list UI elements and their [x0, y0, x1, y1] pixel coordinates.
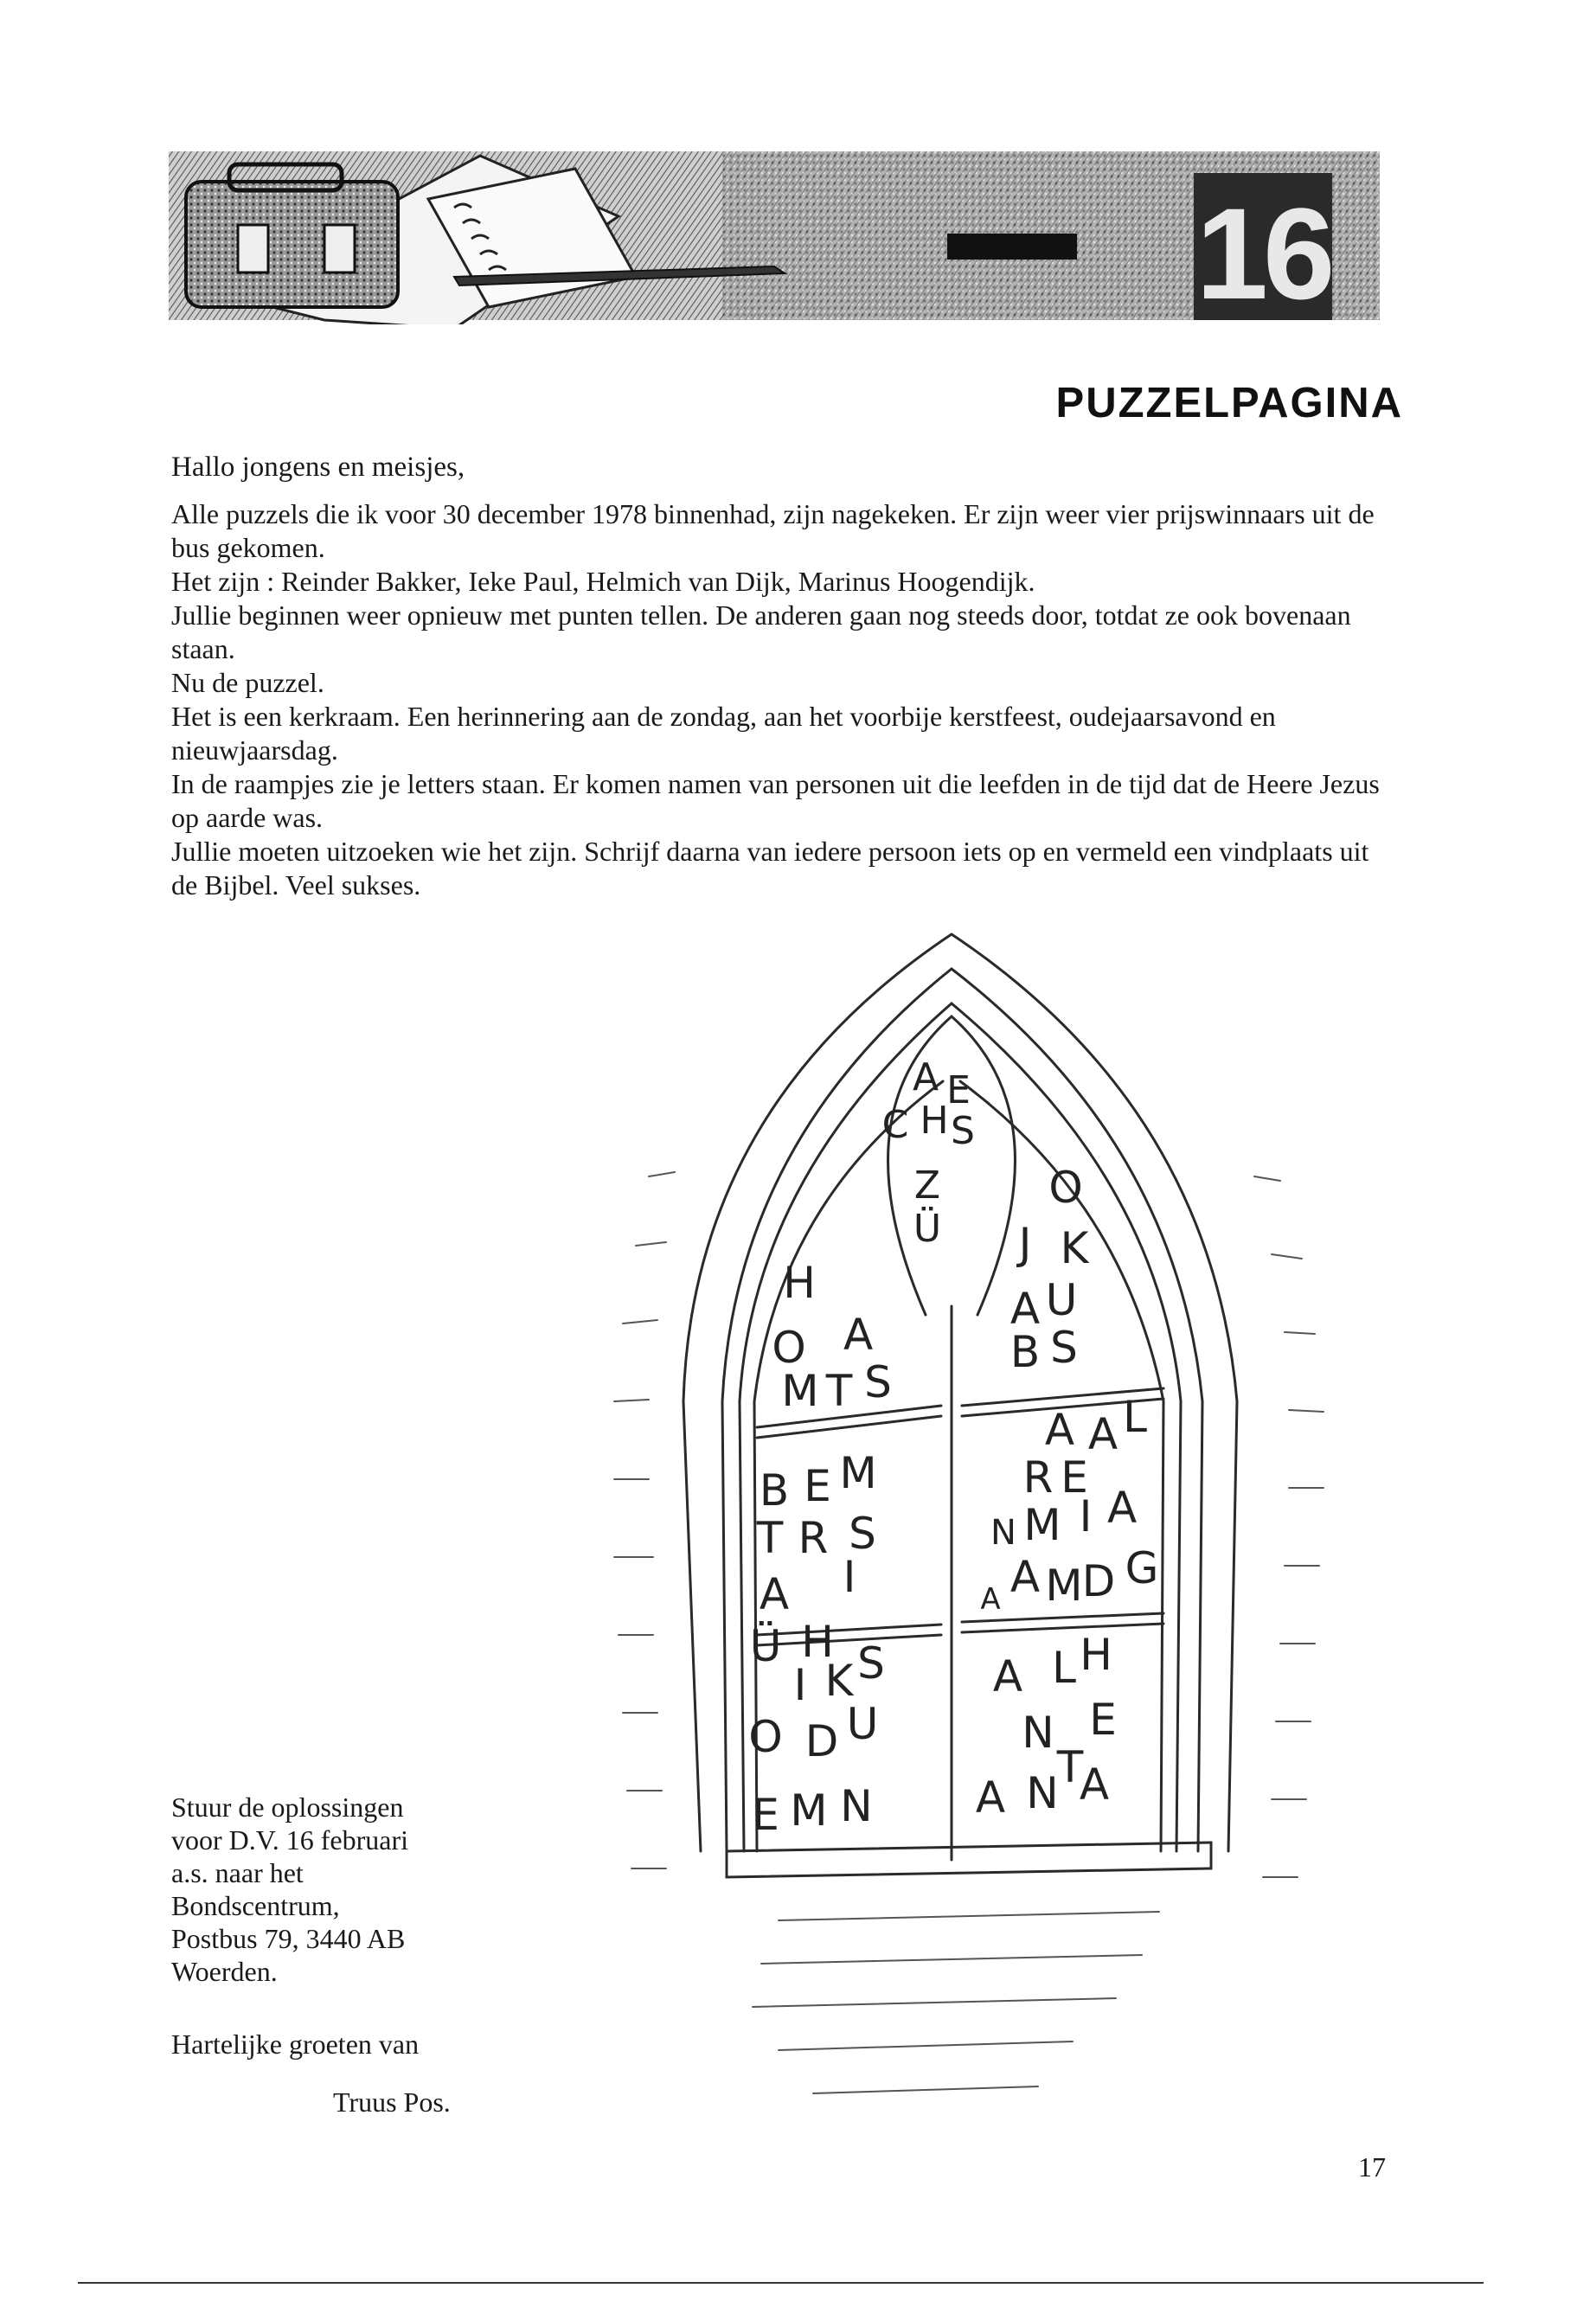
intro-text	[171, 497, 1400, 902]
pane-letters-top-arch: A E C HS Z Ü	[881, 1055, 975, 1251]
page-number: 17	[1358, 2151, 1386, 2182]
paragraph: Jullie beginnen weer opnieuw met punten tellen. De anderen gaan nog steeds door, totdat ze ook bovenaan staan.	[171, 599, 1351, 664]
paragraph: Jullie moeten uitzoeken wie het zijn. Schrijf daarna van iedere persoon iets op en vermeld een vindplaats uit de Bijbel. Veel sukses.	[171, 836, 1369, 901]
church-window-drawing	[554, 917, 1401, 2145]
pane-letters-left-arch: H O A M T S	[772, 1258, 892, 1416]
instruction-line: Stuur de oplossingen	[171, 1791, 404, 1823]
paragraph: In de raampjes zie je letters staan. Er komen namen van personen uit die leefden in de tijd dat de Heere Jezus op aarde was.	[171, 768, 1380, 833]
greeting: Hallo jongens en meisjes,	[171, 452, 465, 483]
transom-lower-left	[757, 1625, 941, 1635]
pane-letters-right-bottom: A LH N E T A N A	[975, 1630, 1117, 1823]
banner-bar	[947, 234, 1077, 260]
page-title: PUZZELPAGINA	[1055, 380, 1403, 426]
paragraph: Alle puzzels die ik voor 30 december 1978 binnenhad, zijn nagekeken. Er zijn weer vier prijswinnaars uit de bus gekomen.	[171, 498, 1375, 563]
instruction-line: a.s. naar het	[171, 1857, 304, 1888]
paragraph: Het is een kerkraam. Een herinnering aan de zondag, aan het voorbije kerstfeest, oudejaarsavond en nieuwjaarsdag.	[171, 701, 1276, 766]
pane-letters-left-bottom: I KS O D U E M N	[748, 1638, 885, 1840]
window-sill	[727, 1843, 1211, 1877]
submission-instructions	[171, 1791, 517, 1988]
pane-letters-right-arch: O J K A U B S	[1010, 1163, 1089, 1377]
paragraph: Het zijn : Reinder Bakker, Ieke Paul, Helmich van Dijk, Marinus Hoogendijk.	[171, 566, 1035, 597]
banner-illustration	[169, 147, 1380, 324]
bottom-rule	[78, 2282, 1484, 2284]
signature: Truus Pos.	[333, 2086, 451, 2118]
instruction-line: Postbus 79, 3440 AB	[171, 1923, 406, 1954]
paragraph: Nu de puzzel.	[171, 667, 324, 698]
badge-number: 16	[1195, 181, 1330, 324]
school-bag-icon	[186, 182, 398, 307]
instruction-line: voor D.V. 16 februari	[171, 1824, 409, 1856]
pane-letters-right-middle: A A L R E N M I A A A MD G	[980, 1392, 1159, 1617]
pane-letters-left-middle: B E M T R S A I Ü H	[749, 1448, 877, 1671]
instruction-line: Bondscentrum,	[171, 1890, 340, 1921]
instruction-line: Woerden.	[171, 1956, 278, 1987]
closing-regards: Hartelijke groeten van	[171, 2029, 420, 2060]
church-window-illustration	[554, 917, 1401, 2145]
header-banner	[169, 147, 1380, 324]
